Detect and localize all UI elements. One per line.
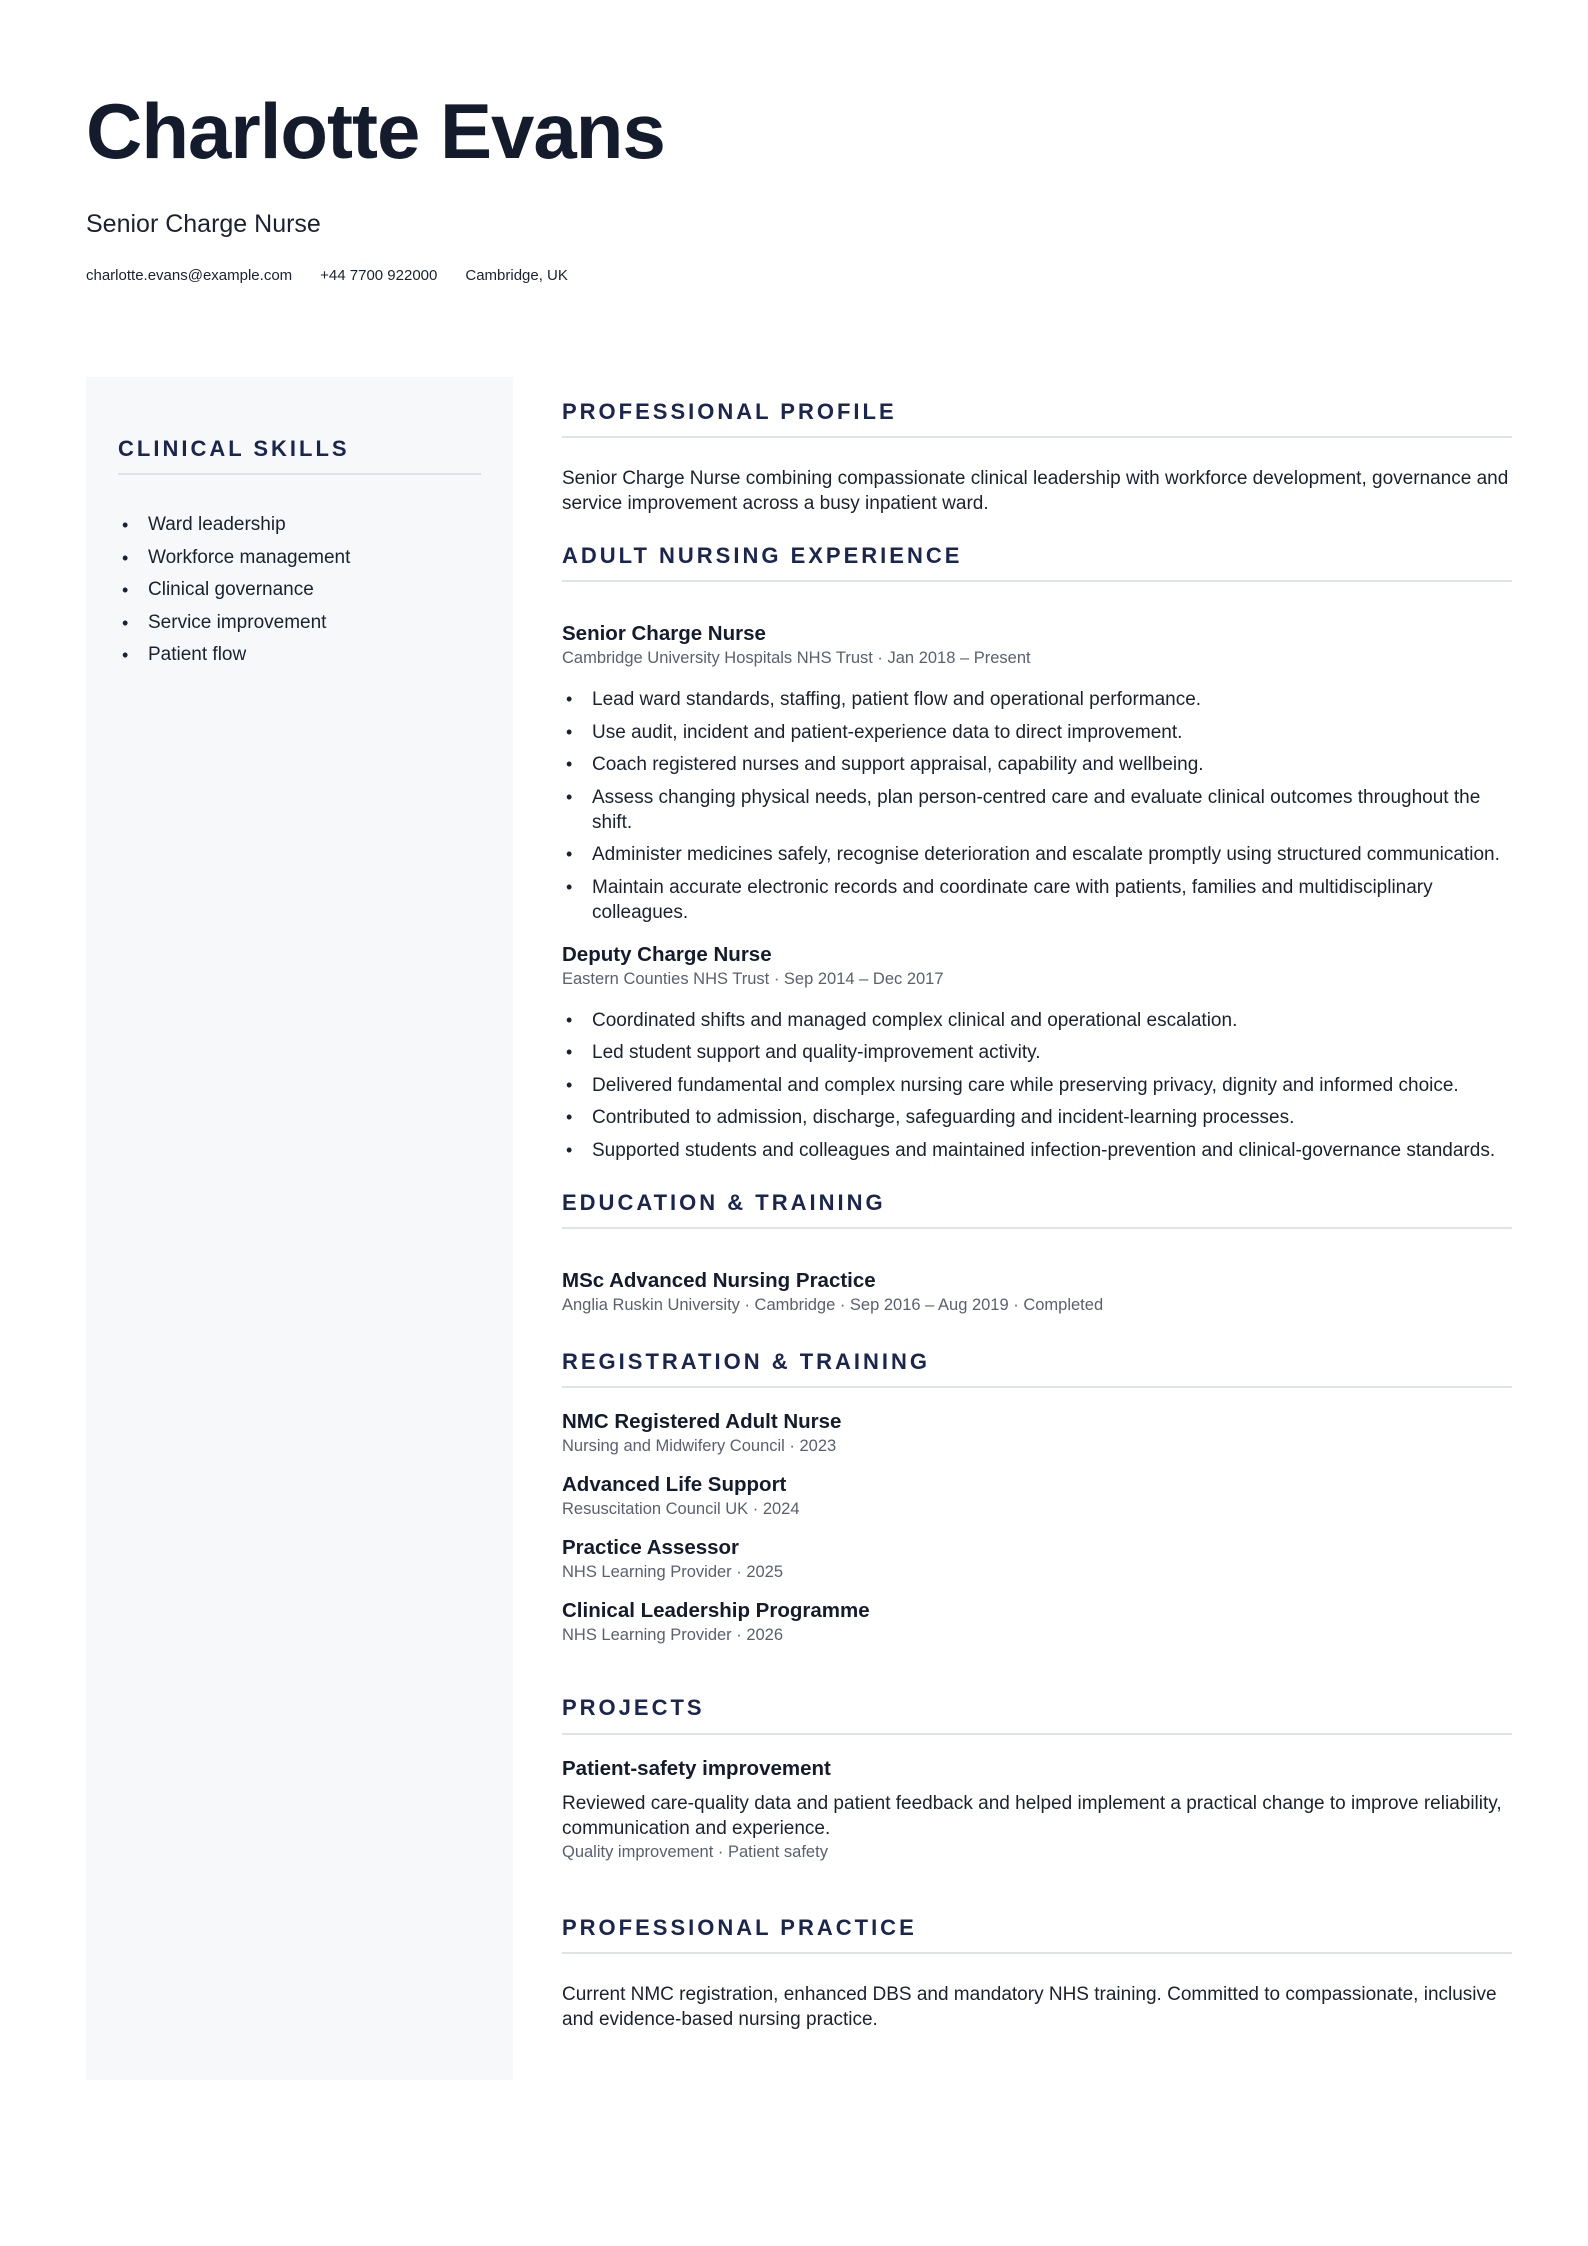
job-bullet: • Contributed to admission, discharge, safeguarding and incident-learning processes. [562, 1105, 1512, 1130]
job-bullets [562, 1008, 1512, 1163]
project-tags: Quality improvement · Patient safety [562, 1843, 828, 1862]
skill-item: • Ward leadership [118, 509, 481, 542]
job-bullet: • Coordinated shifts and managed complex clinical and operational escalation. [562, 1008, 1512, 1033]
projects-section [562, 1696, 1512, 1863]
registration-name: Clinical Leadership Programme [562, 1599, 870, 1623]
degree-meta: Anglia Ruskin University · Cambridge · Sep 2016 – Aug 2019 · Completed [562, 1295, 1104, 1314]
registration-name: Advanced Life Support [562, 1473, 787, 1497]
registration-meta: Resuscitation Council UK · 2024 [562, 1499, 800, 1518]
contact-email[interactable]: charlotte.evans@example.com [86, 267, 293, 284]
registration-section [562, 1350, 1512, 1646]
job-bullet: • Use audit, incident and patient-experience data to direct improvement. [562, 720, 1512, 745]
candidate-name: Charlotte Evans [86, 87, 665, 175]
job-bullet: • Supported students and colleagues and maintained infection-prevention and clinical-governance standards. [562, 1138, 1512, 1163]
candidate-title: Senior Charge Nurse [86, 210, 321, 238]
project-name: Patient-safety improvement [562, 1756, 831, 1780]
main-content [562, 400, 1512, 2032]
practice-section [562, 1916, 1512, 2032]
clinical-skills-list [118, 509, 481, 672]
skill-item: • Patient flow [118, 639, 481, 672]
job-role: Senior Charge Nurse [562, 622, 766, 646]
skill-item: • Workforce management [118, 542, 481, 575]
job-bullet: • Delivered fundamental and complex nursing care while preserving privacy, dignity and informed choice. [562, 1073, 1512, 1098]
education-entry [562, 1269, 1512, 1316]
experience-heading: ADULT NURSING EXPERIENCE [562, 544, 1512, 582]
job-bullet: • Lead ward standards, staffing, patient flow and operational performance. [562, 687, 1512, 712]
projects-heading: PROJECTS [562, 1696, 1512, 1734]
registration-entry [562, 1536, 1512, 1583]
clinical-skills-heading: CLINICAL SKILLS [118, 437, 481, 475]
education-section [562, 1191, 1512, 1316]
sidebar [86, 377, 513, 2080]
registration-meta: NHS Learning Provider · 2025 [562, 1563, 784, 1581]
registration-name: Practice Assessor [562, 1536, 740, 1560]
registration-entry [562, 1599, 1512, 1646]
registration-meta: NHS Learning Provider · 2026 [562, 1626, 784, 1645]
skill-item: • Clinical governance [118, 574, 481, 607]
job-entry [562, 622, 1512, 925]
job-bullet: • Coach registered nurses and support appraisal, capability and wellbeing. [562, 752, 1512, 777]
contact-phone[interactable]: +44 7700 922000 [320, 267, 438, 284]
project-description: Reviewed care-quality data and patient feedback and helped implement a practical change to improve reliability, communication and experience. [562, 1793, 1502, 1840]
degree-name: MSc Advanced Nursing Practice [562, 1269, 876, 1293]
registration-entry [562, 1410, 1512, 1457]
profile-heading: PROFESSIONAL PROFILE [562, 400, 1512, 438]
experience-section [562, 544, 1512, 1163]
job-entry [562, 943, 1512, 1163]
profile-section [562, 400, 1512, 516]
skill-item: • Service improvement [118, 607, 481, 640]
job-bullets [562, 687, 1512, 925]
education-heading: EDUCATION & TRAINING [562, 1191, 1512, 1229]
job-role: Deputy Charge Nurse [562, 942, 772, 966]
resume-header [86, 87, 1506, 284]
registration-entry [562, 1473, 1512, 1520]
practice-text: Current NMC registration, enhanced DBS and mandatory NHS training. Committed to compassionate, inclusive and evidence-based nursing practice. [562, 1983, 1497, 2030]
project-entry [562, 1757, 1512, 1864]
contact-info [86, 267, 1506, 284]
job-bullet: • Assess changing physical needs, plan person-centred care and evaluate clinical outcomes throughout the shift. [562, 785, 1512, 835]
job-meta: Eastern Counties NHS Trust · Sep 2014 – Dec 2017 [562, 969, 944, 988]
registration-heading: REGISTRATION & TRAINING [562, 1350, 1512, 1388]
job-bullet: • Led student support and quality-improvement activity. [562, 1040, 1512, 1065]
job-bullet: • Maintain accurate electronic records and coordinate care with patients, families and multidisciplinary colleagues. [562, 875, 1512, 925]
practice-heading: PROFESSIONAL PRACTICE [562, 1916, 1512, 1954]
contact-location: Cambridge, UK [465, 267, 568, 284]
registration-meta: Nursing and Midwifery Council · 2023 [562, 1436, 837, 1455]
profile-text: Senior Charge Nurse combining compassionate clinical leadership with workforce development, governance and service improvement across a busy inpatient ward. [562, 468, 1509, 515]
job-meta: Cambridge University Hospitals NHS Trust · Jan 2018 – Present [562, 648, 1031, 667]
registration-name: NMC Registered Adult Nurse [562, 1410, 842, 1434]
job-bullet: • Administer medicines safely, recognise deterioration and escalate promptly using structured communication. [562, 842, 1512, 867]
